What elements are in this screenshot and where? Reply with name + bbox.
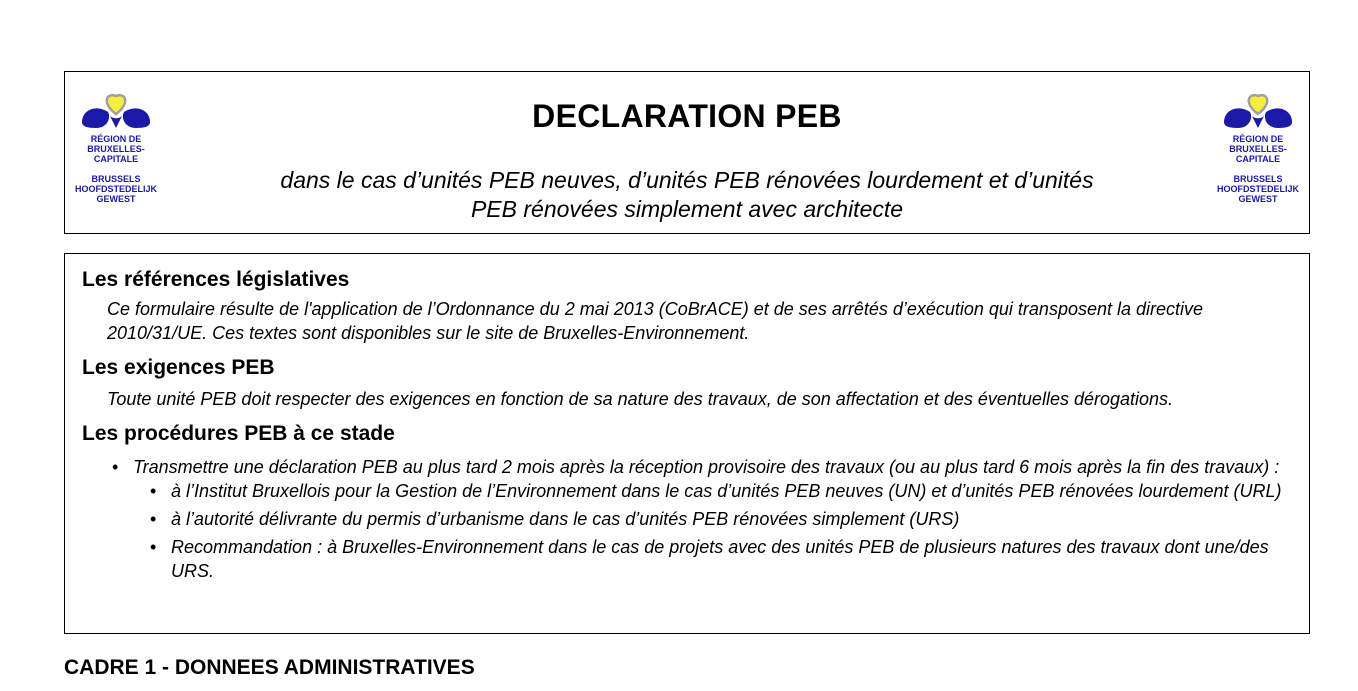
list-item [133, 507, 1295, 531]
sub-bullet-recommandation: Recommandation : à Bruxelles-Environnement dans le cas de projets avec des unités PEB de plusieurs natures des travaux dont une/des URS. [171, 537, 1269, 581]
section-text-references: Ce formulaire résulte de l'application de l’Ordonnance du 2 mai 2013 (CoBrACE) et de ses arrêtés d’exécution qui transposent la directive 2010/31/UE. Ces textes sont disponibles sur le site de Bruxelles-Environnement. [107, 299, 1204, 343]
list-item [109, 455, 1295, 583]
info-box [64, 253, 1310, 634]
logo-fr-line1: RÉGION DE [90, 134, 142, 144]
procedures-sublist [133, 479, 1295, 583]
logo-nl-line3: GEWEST [96, 194, 136, 204]
page-subtitle [235, 166, 1139, 224]
sub-bullet-autorite: à l’autorité délivrante du permis d’urbanisme dans le cas d’unités PEB rénovées simplement (URS) [171, 509, 960, 529]
logo-fr-line2: BRUXELLES- [87, 144, 145, 154]
cadre-title: CADRE 1 - DONNEES ADMINISTRATIVES [64, 656, 475, 679]
section-title-references: Les références législatives [82, 268, 350, 291]
brussels-region-logo-right [1210, 84, 1306, 204]
section-title-exigences: Les exigences PEB [82, 356, 275, 379]
section-title-procedures: Les procédures PEB à ce stade [82, 422, 395, 445]
procedures-list [109, 455, 1295, 587]
logo-fr-line3: CAPITALE [93, 154, 139, 164]
subtitle-line2: PEB rénovées simplement avec architecte [470, 196, 904, 222]
logo-fr-line3: CAPITALE [1235, 154, 1281, 164]
section-text-exigences: Toute unité PEB doit respecter des exigences en fonction de sa nature des travaux, de son affectation et des éventuelles dérogations. [107, 389, 1174, 409]
logo-nl-line2: HOOFDSTEDELIJK [74, 184, 157, 194]
logo-fr-line1: RÉGION DE [1232, 134, 1284, 144]
procedure-bullet-text: Transmettre une déclaration PEB au plus tard 2 mois après la réception provisoire des travaux (ou au plus tard 6 mois après la fin des travaux) : [133, 457, 1280, 477]
logo-nl-line1: BRUSSELS [1233, 174, 1283, 184]
logo-nl-line2: HOOFDSTEDELIJK [1216, 184, 1299, 194]
logo-nl-line3: GEWEST [1238, 194, 1278, 204]
subtitle-line1: dans le cas d’unités PEB neuves, d’unités PEB rénovées lourdement et d’unités [280, 167, 1094, 193]
list-item [133, 479, 1295, 503]
logo-fr-line2: BRUXELLES- [1229, 144, 1287, 154]
page-title: DECLARATION PEB [532, 98, 842, 134]
sub-bullet-ibge: à l’Institut Bruxellois pour la Gestion de l’Environnement dans le cas d’unités PEB neuves (UN) et d’unités PEB rénovées lourdement (URL) [171, 481, 1282, 501]
brussels-iris-heart-icon [1220, 84, 1296, 130]
logo-nl-line1: BRUSSELS [91, 174, 141, 184]
list-item [133, 535, 1295, 583]
header-box [64, 71, 1310, 234]
